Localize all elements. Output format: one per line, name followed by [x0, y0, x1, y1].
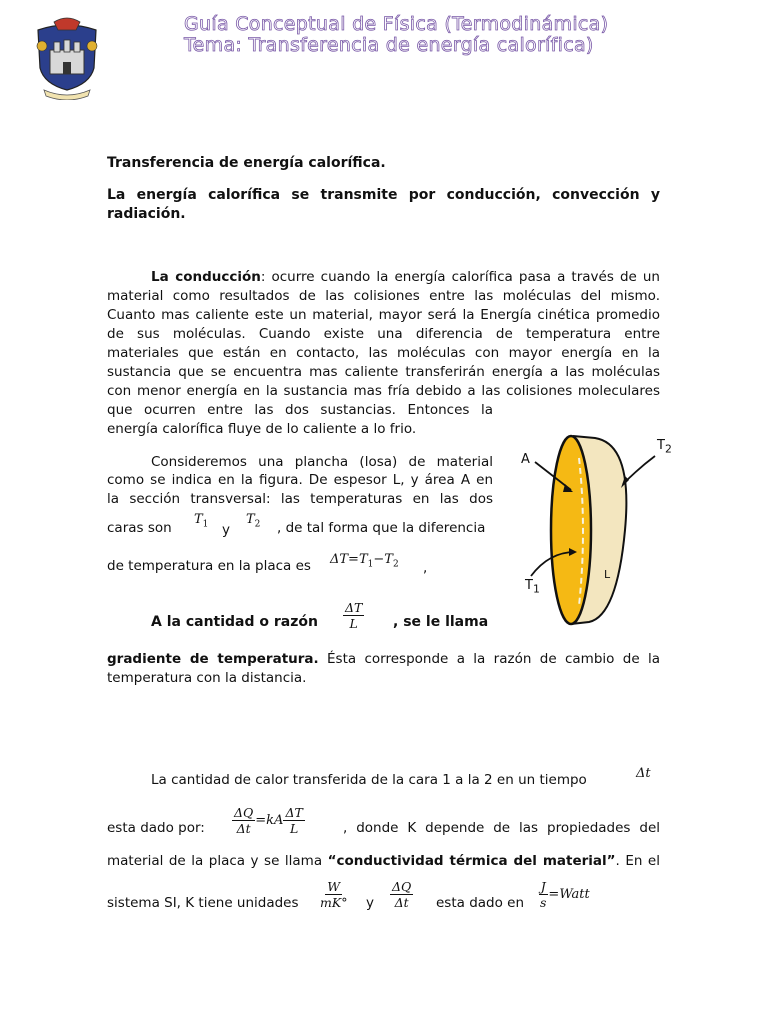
plate-line-5-lead: de temperatura en la placa es: [107, 558, 311, 574]
plate-diagram: [505, 428, 685, 633]
conduction-line-4: de sus moléculas. Cuando existe una diferencia de temperatura entre: [107, 326, 660, 342]
heat-line-4-mid: esta dado en: [436, 895, 525, 911]
heat-equation: $\frac{\Delta Q}{\Delta t}$ =kA $\frac{\Delta T}{L}$: [234, 805, 303, 836]
conduction-line-5: materiales que están en contacto, las moléculas con mayor energía en la: [107, 345, 660, 361]
header-title: Guía Conceptual de Física (Termodinámica): [184, 13, 609, 35]
conduction-line-1: La conducción: ocurre cuando la energía calorífica pasa a través de un: [151, 269, 660, 285]
plate-line-4-lead: caras son: [107, 520, 172, 536]
plate-line-3: la sección transversal: las temperaturas en las dos: [107, 491, 493, 507]
plate-figure: [505, 428, 685, 633]
intro-line-2: radiación.: [107, 206, 186, 222]
label-T1: $T_1$: [525, 578, 540, 596]
conduction-line-7: con menor energía en la sustancia mas fría debido a las colisiones moleculares: [107, 383, 660, 399]
conduction-line-3: Cuanto mas caliente este un material, mayor será la Energía cinética promedio: [107, 307, 660, 323]
delta-T-formula: $\Delta T=T_1-T_2$: [330, 552, 399, 570]
gradient-tail: , se le llama: [393, 614, 489, 630]
heat-line-4-lead: sistema SI, K tiene unidades: [107, 895, 299, 911]
document-title: Transferencia de energía calorífica.: [107, 155, 386, 171]
intro-line-1: La energía calorífica se transmite por conducción, convección y: [107, 187, 660, 203]
conduction-line-2: material como resultados de las colisiones entre las moléculas del mismo.: [107, 288, 660, 304]
heat-rate-fraction: $\frac{\Delta Q}{\Delta t}$: [392, 879, 412, 910]
formula-comma: ,: [423, 560, 428, 576]
conduction-line-9: energía calorífica fluye de lo caliente a lo frio.: [107, 421, 417, 437]
label-T2: $T_2$: [657, 438, 672, 456]
gradient-line-2: gradiente de temperatura. Ésta corresponde a la razón de cambio de la: [107, 651, 660, 667]
heat-line-1: La cantidad de calor transferida de la cara 1 a la 2 en un tiempo: [151, 772, 587, 788]
watt-equation: $\frac{J}{s}$ =Watt: [540, 879, 590, 910]
gradient-fraction: $\frac{\Delta T}{L}$: [345, 600, 363, 631]
gradient-line-3: temperatura con la distancia.: [107, 670, 307, 686]
heat-line-2-lead: esta dado por:: [107, 820, 205, 836]
header-topic: Tema: Transferencia de energía calorífica): [184, 34, 594, 56]
symbol-delta-t: Δt: [636, 766, 651, 781]
plate-line-1: Consideremos una plancha (losa) de material: [151, 454, 493, 470]
symbol-T2: $T_2$: [246, 512, 261, 530]
heat-line-3: material de la placa y se llama “conductividad térmica del material”. En el: [107, 853, 660, 869]
conjunction-y: y: [222, 522, 230, 538]
plate-line-2: como se indica en la figura. De espesor L, y área A en: [107, 472, 493, 488]
conduction-line-8: que ocurren entre las dos sustancias. Entonces la: [107, 402, 493, 418]
label-thickness-L: L: [604, 568, 611, 581]
heat-line-2-tail: , donde K depende de las propiedades del: [343, 820, 660, 836]
conduction-line-6: sustancia que se encuentra mas caliente transferirán energía a las moléculas: [107, 364, 660, 380]
school-crest-logo: [30, 16, 104, 100]
conjunction-y-2: y: [366, 895, 374, 911]
symbol-T1: $T_1$: [194, 512, 209, 530]
label-area-A: A: [521, 452, 530, 467]
gradient-lead: A la cantidad o razón: [151, 614, 318, 630]
plate-line-4-tail: , de tal forma que la diferencia: [277, 520, 486, 536]
units-w-per-mk: $\frac{W}{mK^\circ}$: [320, 879, 348, 910]
